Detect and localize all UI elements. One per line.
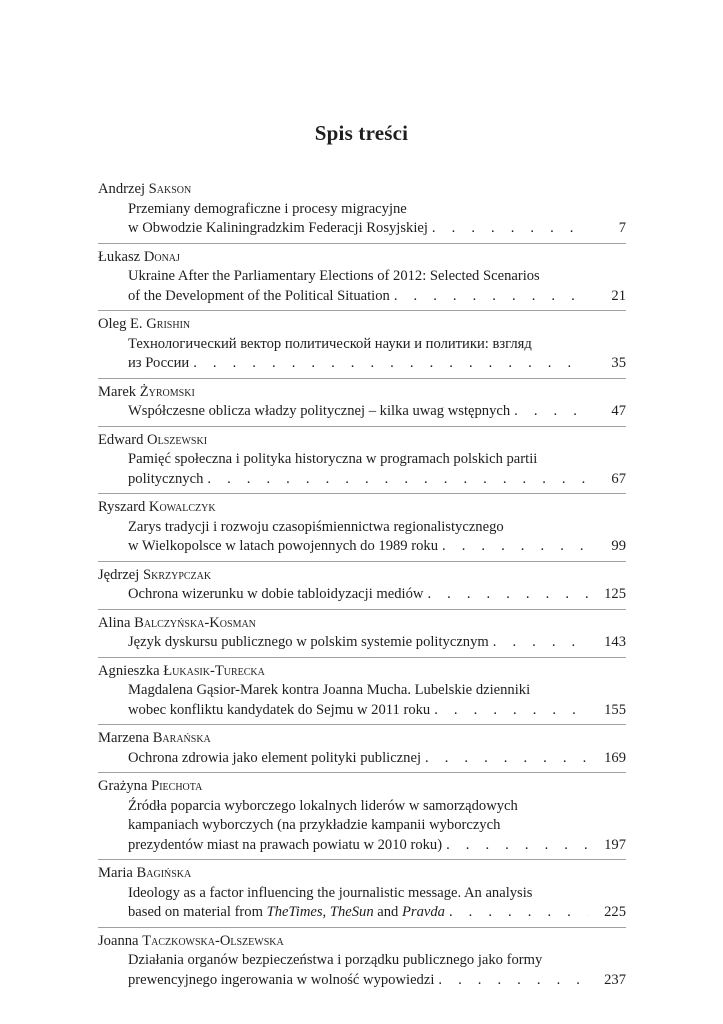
title-line: Współczesne oblicza władzy politycznej – kilka uwag wstępnych — [128, 403, 511, 419]
title-line: wobec konfliktu kandydatek do Sejmu w 2011 roku — [128, 701, 431, 718]
entry-title — [98, 335, 626, 374]
title-line: Źródła poparcia wyborczego lokalnych liderów w samorządowych — [128, 797, 518, 814]
title-last-line — [128, 749, 626, 769]
author-surname: Skrzypczak — [142, 566, 212, 583]
author-first-name: Marek — [98, 383, 137, 400]
author-first-name: Joanna — [98, 932, 139, 949]
page-number: 155 — [604, 701, 626, 718]
title-last-line — [128, 701, 626, 721]
page-number: 99 — [611, 538, 626, 554]
toc-entry — [98, 777, 626, 860]
author-first-name: Maria — [98, 865, 133, 881]
entry-author — [98, 248, 626, 268]
author-surname: Barańska — [152, 730, 211, 746]
title-line: of the Development of the Political Situation — [128, 287, 390, 304]
dot-leader — [428, 219, 588, 239]
title-line: Ukraine After the Parliamentary Elections of 2012: Selected Scenarios — [128, 268, 540, 284]
toc-list — [98, 180, 626, 998]
entry-title — [98, 681, 626, 720]
title-last-line — [128, 633, 626, 653]
page-number: 143 — [604, 634, 626, 650]
author-surname: Donaj — [143, 248, 180, 265]
title-last-line — [128, 354, 626, 374]
entry-title — [98, 518, 626, 557]
title-line: prezydentów miast na prawach powiatu w 2010 roku) — [128, 836, 443, 853]
page-number: 7 — [618, 220, 626, 236]
author-surname: Balczyńska-Kosman — [134, 614, 256, 631]
author-surname: Piechota — [151, 778, 203, 794]
title-line: Ochrona wizerunku w dobie tabloidyzacji mediów — [128, 586, 424, 602]
title-line: prewencyjnego ingerowania w wolność wypowiedzi — [128, 971, 435, 988]
entry-author — [98, 566, 626, 586]
toc-entry — [98, 566, 626, 610]
entry-author — [98, 614, 626, 634]
author-surname: Sakson — [148, 181, 192, 197]
author-first-name: Oleg E. — [98, 316, 143, 332]
entry-title — [98, 749, 626, 769]
toc-entry — [98, 248, 626, 312]
dot-leader — [510, 402, 588, 422]
entry-author — [98, 662, 626, 682]
title-line: kampaniach wyborczych (na przykładzie kampanii wyborczych — [128, 817, 501, 833]
title-text: , — [322, 904, 330, 920]
page-number: 47 — [611, 403, 626, 419]
author-surname: Kowalczyk — [148, 499, 216, 515]
title-last-line — [128, 971, 626, 991]
author-surname: Żyromski — [139, 383, 195, 400]
page-number: 21 — [611, 287, 626, 304]
toc-entry — [98, 383, 626, 427]
dot-leader — [434, 971, 588, 991]
author-first-name: Agnieszka — [98, 662, 160, 679]
entry-author — [98, 864, 626, 884]
title-line: Zarys tradycji i rozwoju czasopiśmiennictwa regionalistycznego — [128, 518, 504, 535]
dot-leader — [442, 836, 588, 856]
entry-title — [98, 450, 626, 489]
entry-author — [98, 315, 626, 335]
author-surname: Bagińska — [136, 865, 192, 881]
dot-leader — [423, 585, 588, 605]
page-number: 67 — [611, 470, 626, 487]
author-first-name: Andrzej — [98, 181, 146, 197]
title-line: Технологический вектор политической науки и политики: взгляд — [128, 335, 532, 352]
toc-entry — [98, 498, 626, 562]
title-italic: Pravda — [402, 904, 445, 920]
toc-entry — [98, 864, 626, 928]
entry-author — [98, 383, 626, 403]
entry-author — [98, 729, 626, 749]
title-line: Magdalena Gąsior-Marek kontra Joanna Mucha. Lubelskie dzienniki — [128, 682, 531, 698]
dot-leader — [445, 903, 588, 923]
page-number: 197 — [604, 836, 626, 853]
entry-author — [98, 932, 626, 952]
toc-heading: Spis treści — [314, 121, 409, 145]
title-line: Działania organów bezpieczeństwa i porządku publicznego jako formy — [128, 952, 543, 968]
page-number: 237 — [604, 971, 626, 988]
dot-leader — [421, 749, 588, 769]
title-last-line — [128, 903, 626, 923]
dot-leader — [430, 701, 588, 721]
title-line: w Wielkopolsce w latach powojennych do 1989 roku — [128, 538, 439, 554]
entry-author — [98, 431, 626, 451]
title-line: Pamięć społeczna i polityka historyczna w programach polskich partii — [128, 451, 538, 467]
author-first-name: Grażyna — [98, 778, 148, 794]
toc-entry — [98, 614, 626, 658]
dot-leader — [189, 354, 588, 374]
author-first-name: Marzena — [98, 730, 150, 746]
toc-entry — [98, 729, 626, 773]
entry-author — [98, 498, 626, 518]
dot-leader — [489, 633, 588, 653]
entry-title — [98, 402, 626, 422]
title-last-line — [128, 287, 626, 307]
author-first-name: Jędrzej — [98, 566, 140, 583]
title-line: Język dyskursu publicznego w polskim systemie politycznym — [128, 634, 489, 650]
page-number: 169 — [604, 749, 626, 766]
entry-title — [98, 797, 626, 856]
title-line: w Obwodzie Kaliningradzkim Federacji Rosyjskiej — [128, 220, 428, 236]
entry-author — [98, 777, 626, 797]
page-number: 35 — [611, 355, 626, 371]
toc-entry — [98, 662, 626, 726]
author-surname: Grishin — [146, 316, 191, 332]
author-first-name: Edward — [98, 431, 144, 448]
author-first-name: Alina — [98, 614, 131, 631]
dot-leader — [390, 287, 588, 307]
page-number: 225 — [604, 904, 626, 920]
entry-title — [98, 200, 626, 239]
title-line: Ideology as a factor influencing the journalistic message. An analysis — [128, 884, 533, 901]
page-number: 125 — [604, 586, 626, 602]
dot-leader — [203, 470, 588, 490]
title-last-line — [128, 836, 626, 856]
title-last-line — [128, 585, 626, 605]
toc-entry — [98, 315, 626, 379]
title-line: Przemiany demograficzne i procesy migracyjne — [128, 200, 407, 217]
author-surname: Olszewski — [147, 431, 208, 448]
entry-title — [98, 633, 626, 653]
title-line — [128, 903, 445, 923]
author-first-name: Łukasz — [98, 248, 141, 265]
author-surname: Taczkowska-Olszewska — [142, 932, 284, 949]
entry-title — [98, 951, 626, 990]
title-last-line — [128, 402, 626, 422]
dot-leader — [438, 537, 588, 557]
title-text: and — [373, 904, 402, 920]
title-italic: TheTimes — [266, 904, 323, 920]
title-last-line — [128, 219, 626, 239]
toc-entry — [98, 932, 626, 995]
title-line: из России — [128, 355, 190, 371]
toc-entry — [98, 180, 626, 244]
entry-author — [98, 180, 626, 200]
title-line: Ochrona zdrowia jako element polityki publicznej — [128, 749, 421, 766]
title-last-line — [128, 470, 626, 490]
entry-title — [98, 585, 626, 605]
title-italic: TheSun — [329, 904, 374, 920]
author-first-name: Ryszard — [98, 499, 146, 515]
toc-entry — [98, 431, 626, 495]
title-last-line — [128, 537, 626, 557]
entry-title — [98, 267, 626, 306]
entry-title — [98, 884, 626, 923]
title-text: based on material from — [128, 904, 267, 920]
author-surname: Łukasik-Turecka — [163, 662, 265, 679]
title-line: politycznych — [128, 470, 204, 487]
